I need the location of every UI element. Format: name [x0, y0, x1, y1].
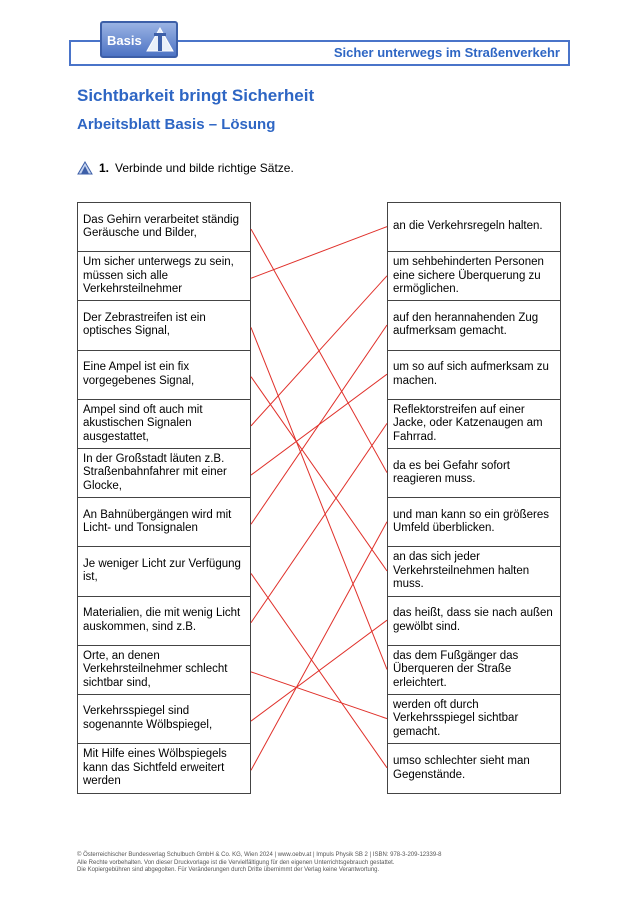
right-sentence-cell[interactable]: das heißt, dass sie nach außen gewölbt sind. [388, 597, 560, 646]
right-sentence-cell[interactable]: um sehbehinderten Personen eine sichere Überquerung zu ermöglichen. [388, 252, 560, 301]
left-sentence-cell[interactable]: Der Zebrastreifen ist ein optisches Signal, [78, 301, 250, 350]
connection-line [251, 377, 387, 571]
footer-line: Alle Rechte vorbehalten. Von dieser Druckvorlage ist die Vervielfältigung für den eigenen Unterrichtsgebrauch gestattet. [77, 859, 395, 866]
right-sentence-cell[interactable]: das dem Fußgänger das Überqueren der Straße erleichtert. [388, 646, 560, 695]
left-sentence-cell[interactable]: Orte, an denen Verkehrsteilnehmer schlecht sichtbar sind, [78, 646, 250, 695]
left-sentence-cell[interactable]: Je weniger Licht zur Verfügung ist, [78, 547, 250, 596]
left-sentence-cell[interactable]: Ampel sind oft auch mit akustischen Signalen ausgestattet, [78, 400, 250, 449]
left-sentence-cell[interactable]: Das Gehirn verarbeitet ständig Geräusche und Bilder, [78, 203, 250, 252]
page-subtitle: Arbeitsblatt Basis – Lösung [77, 116, 276, 133]
connection-line [251, 423, 387, 622]
connection-line [251, 325, 387, 524]
left-sentence-cell[interactable]: Um sicher unterwegs zu sein, müssen sich alle Verkehrsteilnehmer [78, 252, 250, 301]
page-title: Sichtbarkeit bringt Sicherheit [77, 86, 315, 105]
left-sentence-cell[interactable]: Mit Hilfe eines Wölbspiegels kann das Sichtfeld erweitert werden [83, 748, 227, 788]
left-sentence-cell[interactable]: Materialien, die mit wenig Licht auskommen, sind z.B. [78, 597, 250, 646]
left-sentence-cell[interactable]: An Bahnübergängen wird mit Licht- und Tonsignalen [78, 498, 250, 547]
right-sentence-cell[interactable]: an das sich jeder Verkehrsteilnehmen halten muss. [388, 547, 560, 596]
task-text: Verbinde und bilde richtige Sätze. [115, 161, 294, 175]
right-sentence-cell[interactable]: auf den herannahenden Zug aufmerksam gemacht. [388, 301, 560, 350]
right-sentence-cell[interactable]: und man kann so ein größeres Umfeld überblicken. [388, 498, 560, 547]
connection-line [251, 522, 387, 770]
header-title: Sicher unterwegs im Straßenverkehr [333, 45, 560, 60]
task-number: 1. [99, 161, 110, 175]
right-sentence-cell[interactable]: werden oft durch Verkehrsspiegel sichtbar gemacht. [388, 695, 560, 744]
connection-line [251, 276, 387, 426]
logo-text: Basis [107, 33, 142, 48]
left-sentence-cell[interactable]: Eine Ampel ist ein fix vorgegebenes Signal, [78, 351, 250, 400]
connection-line [251, 327, 387, 669]
left-sentence-cell[interactable]: Verkehrsspiegel sind sogenannte Wölbspiegel, [78, 695, 250, 744]
footer [77, 852, 442, 875]
connection-line [251, 227, 387, 279]
right-sentence-cell[interactable]: Reflektorstreifen auf einer Jacke, oder Katzenaugen am Fahrrad. [388, 400, 560, 449]
right-sentence-cell[interactable]: da es bei Gefahr sofort reagieren muss. [388, 449, 560, 498]
right-sentence-cell[interactable]: umso schlechter sieht man Gegenstände. [393, 755, 530, 781]
connection-line [251, 672, 387, 719]
left-sentence-cell[interactable]: In der Großstadt läuten z.B. Straßenbahnfahrer mit einer Glocke, [78, 449, 250, 498]
right-sentence-cell[interactable]: an die Verkehrsregeln halten. [388, 203, 560, 252]
footer-line: © Österreichischer Bundesverlag Schulbuch GmbH & Co. KG, Wien 2024 | www.oebv.at | Impuls Physik SB 2 | ISBN: 978-3-209-12339-8 [77, 852, 442, 858]
footer-line: Die Kopiergebühren sind abgegolten. Für Veränderungen durch Dritte übernimmt der Verlag keine Verantwortung. [77, 867, 380, 873]
right-sentence-cell[interactable]: um so auf sich aufmerksam zu machen. [388, 351, 560, 400]
connection-line [251, 620, 387, 721]
